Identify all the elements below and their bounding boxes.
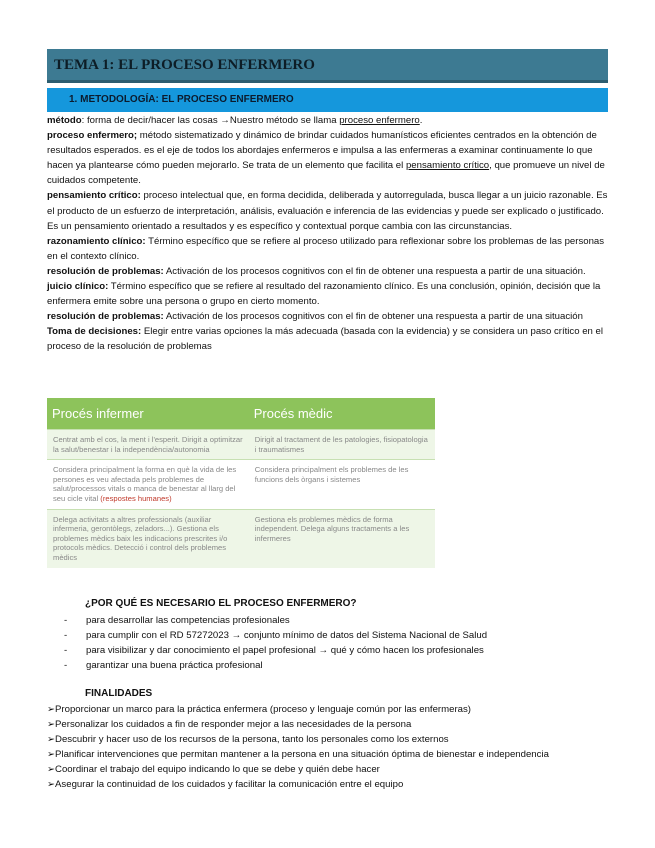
section-banner xyxy=(47,88,608,112)
why-list xyxy=(60,613,487,673)
definition-term: Toma de decisiones: xyxy=(47,326,142,338)
list-item: - para visibilizar y dar conocimiento el papel profesional → qué y cómo hacen los profesionales xyxy=(60,643,487,658)
list-item: ➢Asegurar la continuidad de los cuidados y facilitar la comunicación entre el equipo xyxy=(47,779,404,790)
list-item: ➢Coordinar el trabajo del equipo indicando lo que se debe y quién debe hacer xyxy=(47,764,380,775)
list-item: - para desarrollar las competencias profesionales xyxy=(60,613,487,628)
table-cell: Centrat amb el cos, la ment i l'esperit. Dirigit a optimitzar la salut/benestar i la independència/autonomia xyxy=(47,430,249,460)
definition-term: resolución de problemas: xyxy=(47,265,164,277)
cell-text: Considera principalment la forma en què la vida de les persones es veu afectada pels problemes de salut/processos vitals o manca de benestar al llarg del seu cicle vital xyxy=(53,465,237,503)
title-banner xyxy=(47,49,608,83)
column-header: Procés mèdic xyxy=(249,398,435,430)
definition-text: proceso intelectual que, en forma decidida, deliberada y autorregulada, busca llegar a un juicio razonable. Es el producto de un esfuerzo de interpretación, análisis, evaluación e inferencia de las evidencias y puede ser explicado o justificado. Es un pensamiento orientado a resultados y es específico y contextual porque cambia con las circunstancias. xyxy=(47,190,608,232)
table-cell: Delega activitats a altres professionals (auxiliar infermeria, gerontòlegs, zeladors...). Gestiona els problemes mèdics baix les indicacions prescrites i/o protocols mèdics. Detecció i control dels problemes mèdics xyxy=(47,509,249,567)
definition-text: Elegir entre varias opciones la más adecuada (basada con la evidencia) y se considera un paso crítico en el proceso de la resolución de problemas xyxy=(47,326,604,353)
table-cell: Dirigit al tractament de les patologies, fisiopatologia i traumatismes xyxy=(249,430,435,460)
definition xyxy=(47,188,610,233)
definition-term: pensamiento crítico: xyxy=(47,190,141,202)
definition xyxy=(47,128,610,188)
table-header-row xyxy=(47,398,435,430)
why-heading: ¿POR QUÉ ES NECESARIO EL PROCESO ENFERMERO? xyxy=(85,598,357,609)
list-item: ➢Descubrir y hacer uso de los recursos de la persona, tanto los personales como los externos xyxy=(47,734,449,745)
table-cell: Considera principalment els problemes de les funcions dels òrgans i sistemes xyxy=(249,460,435,509)
definition-link: pensamiento crítico xyxy=(405,160,490,172)
highlight-text: (respostes humanes) xyxy=(100,493,172,503)
definition xyxy=(47,324,610,354)
list-item: - garantizar una buena práctica profesional xyxy=(60,658,487,673)
definition-text: , que promueve un nivel de cuidados competente. xyxy=(47,160,605,187)
definition-text: Activación de los procesos cognitivos con el fin de obtener una respuesta a partir de una situación xyxy=(163,311,583,323)
definition-term: resolución de problemas: xyxy=(47,311,164,323)
definition xyxy=(47,279,610,309)
table-row xyxy=(47,430,435,460)
definition-term: razonamiento clínico: xyxy=(47,235,146,247)
definition-text: Activación de los procesos cognitivos con el fin de obtener una respuesta a partir de una situación. xyxy=(163,265,586,277)
list-item: - para cumplir con el RD 57272023 → conjunto mínimo de datos del Sistema Nacional de Salud xyxy=(60,628,487,643)
definition-text: Término específico que se refiere al resultado del razonamiento clínico. Es una conclusión, opinión, decisión que la enfermera emite sobre una persona o grupo en cierto momento. xyxy=(47,281,601,308)
definition-term: método xyxy=(47,115,82,126)
column-header: Procés infermer xyxy=(47,398,249,430)
table-row xyxy=(47,509,435,567)
definition xyxy=(47,113,610,128)
table-row xyxy=(47,460,435,509)
definition xyxy=(47,309,610,324)
definition-text: . xyxy=(419,115,423,126)
section-heading: 1. METODOLOGÍA: EL PROCESO ENFERMERO xyxy=(69,94,294,105)
finalidades-heading: FINALIDADES xyxy=(85,688,153,699)
page-title: TEMA 1: EL PROCESO ENFERMERO xyxy=(54,57,315,73)
table-cell xyxy=(47,460,249,509)
definition xyxy=(47,234,610,264)
comparison-table xyxy=(47,398,435,568)
definition-link: proceso enfermero xyxy=(339,115,420,126)
list-item: ➢Proporcionar un marco para la práctica enfermera (proceso y lenguaje común por las enfermeras) xyxy=(47,704,471,715)
definition xyxy=(47,264,610,279)
definitions-block xyxy=(47,113,610,355)
definition-text: Término específico que se refiere al proceso utilizado para reflexionar sobre los problemas de las personas en el contexto clínico. xyxy=(47,235,605,262)
list-item: ➢Planificar intervenciones que permitan mantener a la persona en una situación óptima de bienestar e independencia xyxy=(47,749,549,760)
finalidades-list xyxy=(47,702,549,792)
definition-term: proceso enfermero; xyxy=(47,130,138,142)
definition-text: : forma de decir/hacer las cosas →Nuestro método se llama xyxy=(81,115,340,126)
list-item: ➢Personalizar los cuidados a fin de responder mejor a las necesidades de la persona xyxy=(47,719,412,730)
definition-term: juicio clínico: xyxy=(47,281,109,293)
definition-text: método sistematizado y dinámico de brindar cuidados humanísticos eficientes centrados en la obtención de resultados esperados. es el eje de todos los abordajes enfermeros e impulsa a las enfermeras a examinar continuamente lo que hacen ya plantearse cómo pueden mejorarlo. Se trata de un elemento que facilita el xyxy=(47,130,597,172)
table-cell: Gestiona els problemes mèdics de forma independent. Delega alguns tractaments a les infermeres xyxy=(249,509,435,567)
